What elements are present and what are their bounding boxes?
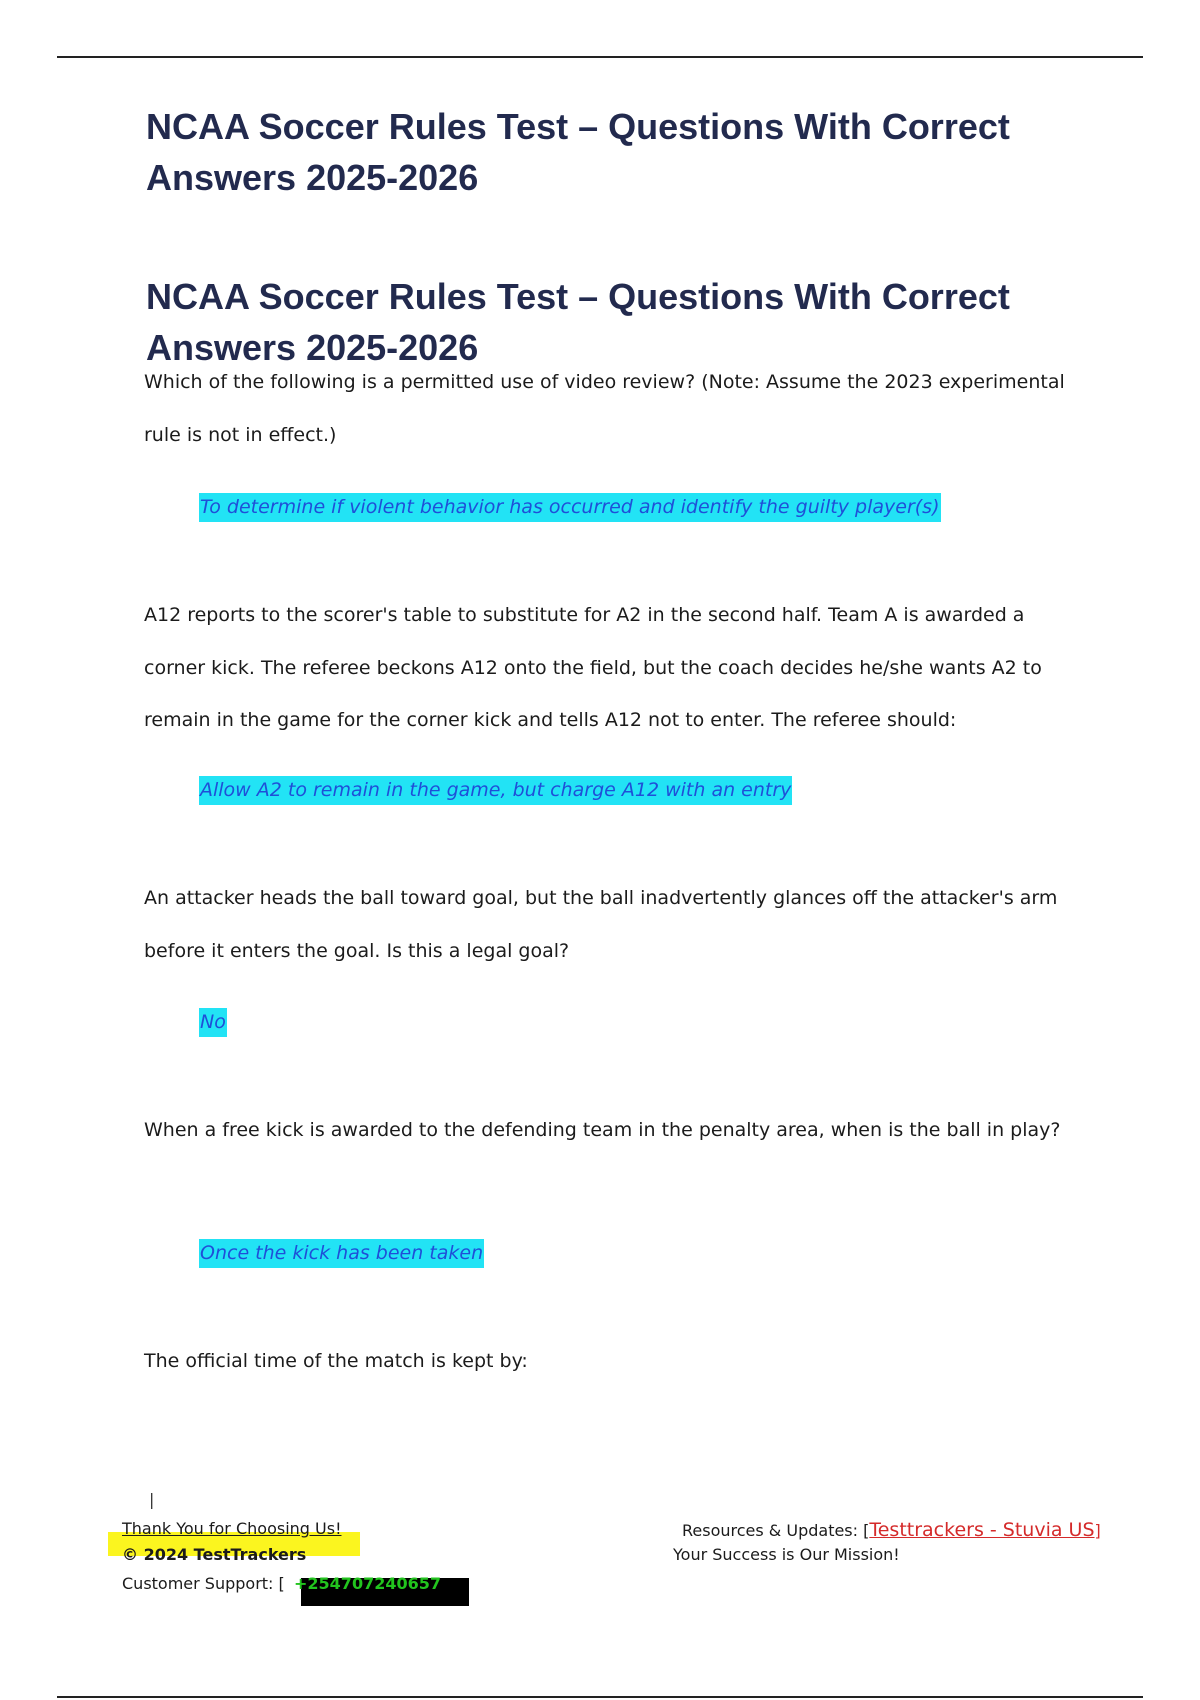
resources-updates — [682, 1519, 1101, 1541]
answer-2: Allow A2 to remain in the game, but charge A12 with an entry — [199, 776, 792, 805]
support-label: Customer Support: [ — [122, 1574, 285, 1593]
top-rule — [57, 56, 1143, 58]
answer-4: Once the kick has been taken — [199, 1239, 484, 1268]
question-3: An attacker heads the ball toward goal, but the ball inadvertently glances off the attacker's arm before it enters the goal. Is this a legal goal? — [144, 887, 1058, 962]
resources-link[interactable]: Testtrackers - Stuvia US — [869, 1519, 1095, 1541]
mission-text: Your Success is Our Mission! — [673, 1545, 900, 1564]
text-cursor-mark: | — [149, 1490, 155, 1509]
answer-1: To determine if violent behavior has occurred and identify the guilty player(s) — [199, 493, 941, 522]
thanks-text: Thank You for Choosing Us! — [122, 1519, 342, 1538]
bottom-rule — [57, 1696, 1143, 1698]
question-5: The official time of the match is kept by: — [144, 1350, 528, 1372]
question-4: When a free kick is awarded to the defending team in the penalty area, when is the ball in play? — [144, 1119, 1061, 1141]
customer-support — [122, 1574, 285, 1593]
answer-3: No — [199, 1008, 227, 1037]
support-phone[interactable]: +254707240657 — [294, 1574, 441, 1593]
question-1: Which of the following is a permitted use of video review? (Note: Assume the 2023 experimental rule is not in effect.) — [144, 371, 1065, 446]
resources-bracket: ] — [1094, 1521, 1101, 1540]
document-title-repeat: NCAA Soccer Rules Test – Questions With Correct Answers 2025-2026 — [146, 276, 1010, 368]
question-2: A12 reports to the scorer's table to substitute for A2 in the second half. Team A is awarded a corner kick. The referee beckons A12 onto the field, but the coach decides he/she wants A2 to remain in the game for the corner kick and tells A12 not to enter. The referee should: — [144, 604, 1042, 731]
resources-label: Resources & Updates: [ — [682, 1521, 870, 1540]
document-title: NCAA Soccer Rules Test – Questions With Correct Answers 2025-2026 — [146, 106, 1010, 198]
copyright-text: © 2024 TestTrackers — [122, 1545, 307, 1564]
